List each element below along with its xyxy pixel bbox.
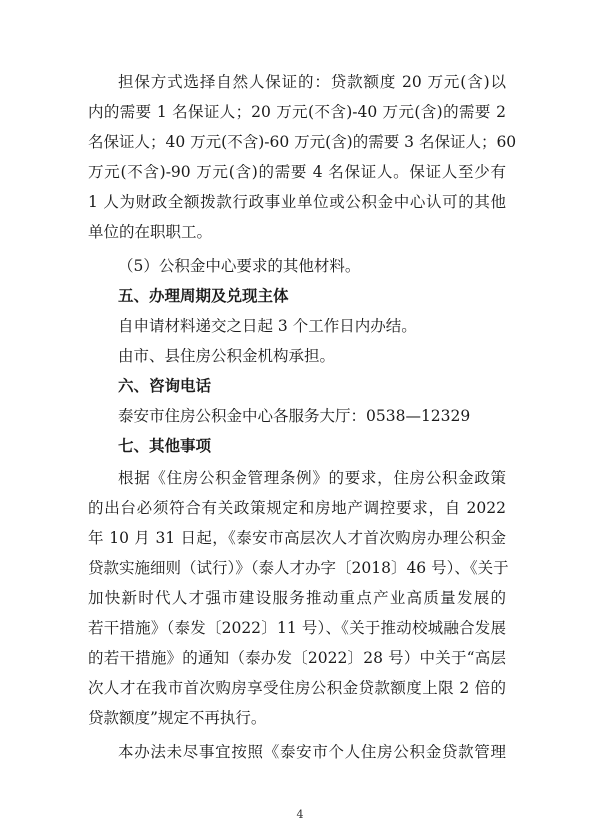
paragraph-line: 名保证人；40 万元(不含)-60 万元(含)的需要 3 名保证人；60	[88, 133, 517, 151]
paragraph-line: 贷款实施细则（试行）》（泰人才办字〔2018〕46 号）、《关于	[88, 559, 509, 577]
paragraph-line: 单位的在职职工。	[88, 223, 213, 241]
paragraph-line: 本办法未尽事宜按照《泰安市个人住房公积金贷款管理	[118, 743, 506, 761]
list-item: （5）公积金中心要求的其他材料。	[118, 257, 361, 275]
section-heading: 七、其他事项	[118, 437, 212, 455]
paragraph-line: 担保方式选择自然人保证的：贷款额度 20 万元(含)以	[118, 73, 506, 91]
paragraph-line: 由市、县住房公积金机构承担。	[118, 347, 336, 365]
page-number: 4	[296, 808, 304, 821]
paragraph-line: 贷款额度”规定不再执行。	[88, 709, 267, 727]
section-heading: 五、办理周期及兑现主体	[118, 287, 289, 305]
paragraph-line: 年 10 月 31 日起，《泰安市高层次人才首次购房办理公积金	[88, 529, 506, 547]
paragraph-line: 的若干措施》的通知（泰办发〔2022〕28 号）中关于“高层	[88, 649, 506, 667]
paragraph-line: 万元(不含)-90 万元(含)的需要 4 名保证人。保证人至少有	[88, 163, 506, 181]
paragraph-line: 自申请材料递交之日起 3 个工作日内办结。	[118, 317, 417, 335]
paragraph-line: 根据《住房公积金管理条例》的要求，住房公积金政策	[118, 469, 506, 487]
section-heading: 六、咨询电话	[118, 377, 212, 395]
paragraph-line: 1 人为财政全额拨款行政事业单位或公积金中心认可的其他	[88, 193, 506, 211]
paragraph-line: 加快新时代人才强市建设服务推动重点产业高质量发展的	[88, 589, 506, 607]
paragraph-line: 内的需要 1 名保证人；20 万元(不含)-40 万元(含)的需要 2	[88, 103, 506, 121]
contact-line: 泰安市住房公积金中心各服务大厅：0538—12329	[118, 407, 471, 425]
paragraph-line: 若干措施》（泰发〔2022〕11 号）、《关于推动校城融合发展	[88, 619, 506, 637]
paragraph-line: 次人才在我市首次购房享受住房公积金贷款额度上限 2 倍的	[88, 679, 506, 697]
paragraph-line: 的出台必须符合有关政策规定和房地产调控要求，自 2022	[88, 499, 506, 517]
